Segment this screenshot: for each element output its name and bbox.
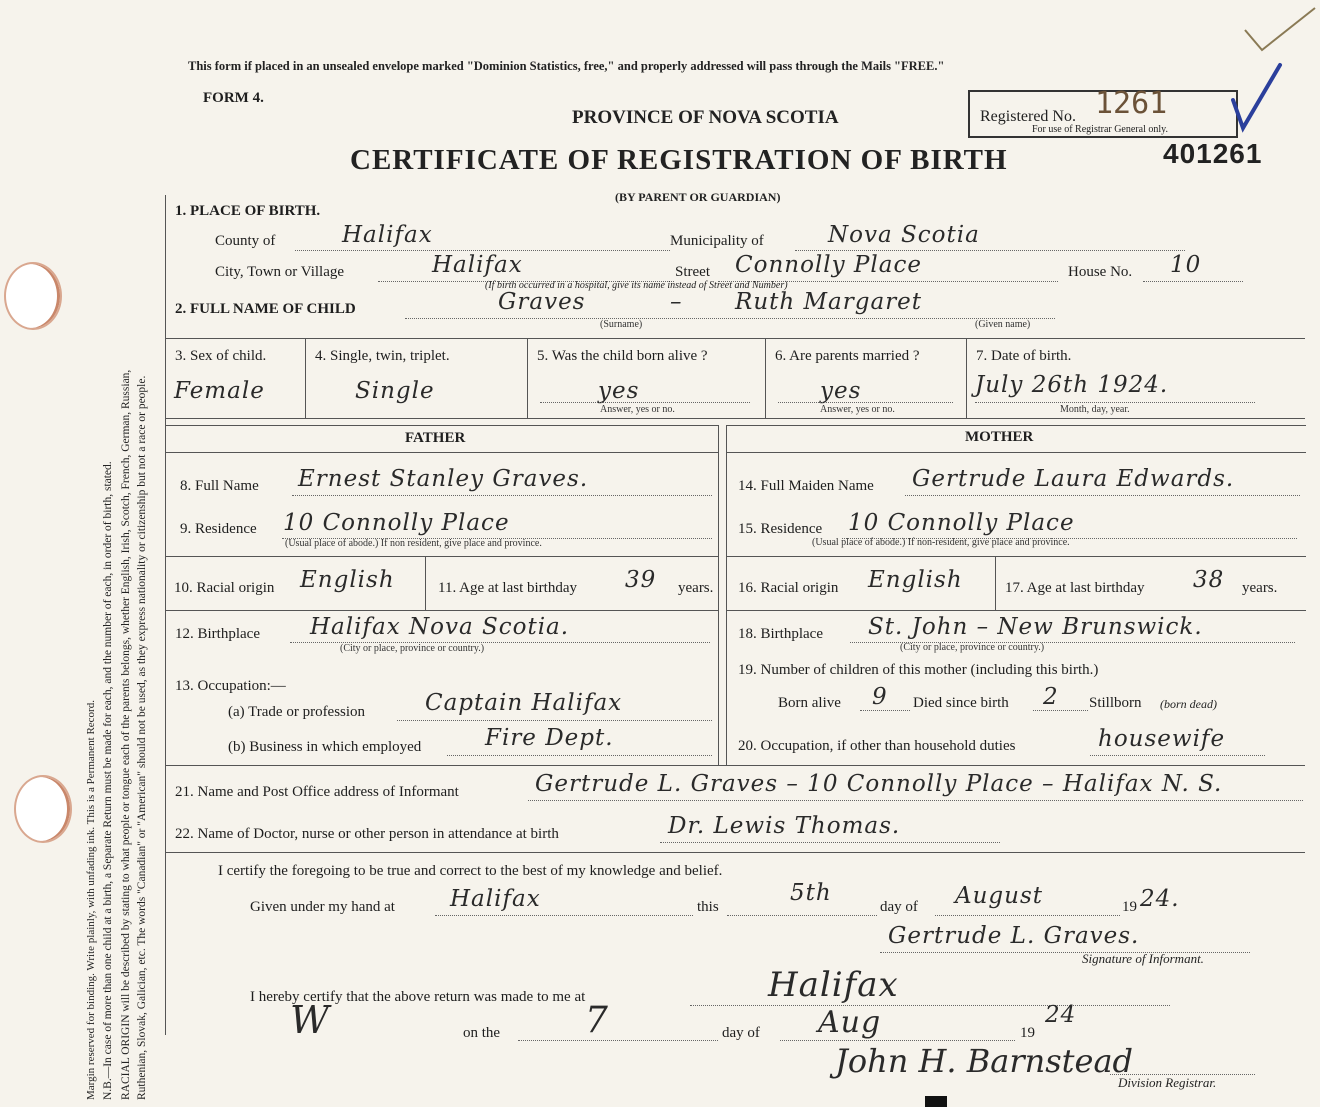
dob-label: 7. Date of birth. [976, 348, 1072, 364]
sex-value: Female [174, 378, 265, 404]
dob-value: July 26th 1924. [975, 372, 1169, 398]
mother-birthplace-label: 18. Birthplace [738, 626, 823, 642]
given-place-value: Halifax [450, 886, 541, 912]
father-years-label: years. [678, 580, 714, 596]
mother-occupation-value: housewife [1098, 726, 1226, 752]
mother-children-label: 19. Number of children of this mother (including this birth.) [738, 662, 1099, 678]
page-corner-mark [925, 1096, 947, 1107]
mother-name-value: Gertrude Laura Edwards. [912, 466, 1235, 492]
margin-note-3: RACIAL ORIGIN will be described by stating to what people or tongue each of the parents belongs, whether English, Irish, Scotch, French, German, Russian, [120, 369, 132, 1100]
registrar-day-of-label: day of [722, 1025, 760, 1041]
given-day-value: 5th [790, 880, 832, 906]
born-alive-label: 5. Was the child born alive ? [537, 348, 708, 364]
dob-note: Month, day, year. [1060, 404, 1130, 415]
pencil-check-icon [1240, 0, 1320, 55]
parents-married-note: Answer, yes or no. [820, 404, 895, 415]
father-birthplace-note: (City or place, province or country.) [340, 643, 485, 654]
street-label: Street [675, 264, 710, 280]
division-registrar-label: Division Registrar. [1118, 1075, 1217, 1090]
child-given-name: Ruth Margaret [735, 289, 923, 315]
father-age-value: 39 [625, 567, 657, 593]
mother-birthplace-note: (City or place, province or country.) [900, 642, 1045, 653]
mail-note: This form if placed in an unsealed envelope marked "Dominion Statistics, free," and properly addressed will pass through the Mails "FREE." [188, 59, 945, 73]
given-year-prefix: 19 [1122, 899, 1137, 915]
born-alive-count-value: 9 [872, 684, 888, 710]
registered-label: Registered No. [980, 108, 1076, 125]
margin-note-4: Ruthenian, Slovak, Galician, etc. The words "Canadian" or "American" should not be used, as they express nationality or citizenship but not a race or people. [136, 375, 148, 1100]
house-value: 10 [1170, 252, 1202, 278]
mother-occupation-label: 20. Occupation, if other than household duties [738, 738, 1016, 754]
father-trade-value: Captain Halifax [425, 690, 623, 716]
certification-statement: I certify the foregoing to be true and correct to the best of my knowledge and belief. [218, 863, 723, 879]
county-label: County of [215, 233, 276, 249]
child-dash: – [670, 289, 683, 315]
mother-age-value: 38 [1193, 567, 1225, 593]
informant-value: Gertrude L. Graves – 10 Connolly Place – Halifax N. S. [535, 771, 1223, 797]
binding-hole-bottom [14, 775, 72, 843]
place-of-birth-label: 1. PLACE OF BIRTH. [175, 203, 321, 219]
father-residence-value: 10 Connolly Place [283, 510, 510, 536]
born-alive-note: Answer, yes or no. [600, 404, 675, 415]
registrar-year-prefix: 19 [1020, 1025, 1035, 1041]
city-value: Halifax [432, 252, 523, 278]
this-label: this [697, 899, 719, 915]
on-the-label: on the [463, 1025, 501, 1041]
given-under-label: Given under my hand at [250, 899, 395, 915]
died-label: Died since birth [913, 695, 1009, 711]
mother-heading: MOTHER [965, 429, 1034, 445]
mother-racial-label: 16. Racial origin [738, 580, 839, 596]
stillborn-note: (born dead) [1160, 697, 1217, 711]
father-business-label: (b) Business in which employed [228, 739, 422, 755]
father-birthplace-value: Halifax Nova Scotia. [310, 614, 570, 640]
registrar-initial-mark: W [290, 998, 331, 1042]
child-surname: Graves [498, 289, 586, 315]
municipality-value: Nova Scotia [828, 222, 980, 248]
parents-married-value: yes [820, 378, 862, 404]
born-alive-count-label: Born alive [778, 695, 841, 711]
margin-note-2: N.B.—In case of more than one child at a birth, a Separate Return must be made for each, and the number of each, in order of birth, stated. [102, 461, 114, 1100]
stillborn-label: Stillborn [1089, 695, 1142, 711]
father-business-value: Fire Dept. [485, 725, 614, 751]
registrar-place-value: Halifax [768, 965, 899, 1005]
parents-married-label: 6. Are parents married ? [775, 348, 920, 364]
father-age-label: 11. Age at last birthday [438, 580, 577, 596]
plurality-value: Single [355, 378, 435, 404]
mother-years-label: years. [1242, 580, 1278, 596]
born-alive-value: yes [598, 378, 640, 404]
father-name-label: 8. Full Name [180, 478, 259, 494]
registered-value: 1261 [1095, 86, 1168, 121]
form-left-border [165, 195, 166, 1035]
binding-hole-top [4, 262, 62, 330]
registrar-day-value: 7 [585, 1000, 609, 1041]
mother-racial-value: English [868, 567, 963, 593]
check-mark-icon [1225, 60, 1285, 135]
child-name-label: 2. FULL NAME OF CHILD [175, 301, 356, 317]
mother-birthplace-value: St. John – New Brunswick. [868, 614, 1203, 640]
informant-label: 21. Name and Post Office address of Informant [175, 784, 459, 800]
mother-residence-value: 10 Connolly Place [848, 510, 1075, 536]
county-value: Halifax [342, 222, 433, 248]
sex-label: 3. Sex of child. [175, 348, 267, 364]
mother-residence-label: 15. Residence [738, 521, 823, 537]
doctor-label: 22. Name of Doctor, nurse or other person in attendance at birth [175, 826, 559, 842]
page-subtitle: (BY PARENT OR GUARDIAN) [615, 190, 781, 204]
mother-residence-note: (Usual place of abode.) If non-resident, give place and province. [812, 537, 1070, 548]
father-racial-label: 10. Racial origin [174, 580, 275, 596]
plurality-label: 4. Single, twin, triplet. [315, 348, 450, 364]
city-label: City, Town or Village [215, 264, 345, 280]
father-birthplace-label: 12. Birthplace [175, 626, 260, 642]
registered-box [968, 86, 1238, 138]
mother-name-label: 14. Full Maiden Name [738, 478, 874, 494]
registrar-note: For use of Registrar General only. [1032, 124, 1168, 135]
stamp-number: 401261 [1163, 138, 1263, 169]
registrar-month-value: Aug [818, 1005, 882, 1040]
father-heading: FATHER [405, 430, 466, 446]
form-number: FORM 4. [203, 90, 264, 106]
day-of-label: day of [880, 899, 918, 915]
mother-age-label: 17. Age at last birthday [1005, 580, 1145, 596]
registrar-year-suffix: 24 [1045, 1002, 1077, 1028]
street-value: Connolly Place [735, 252, 922, 278]
father-occupation-label: 13. Occupation:— [175, 678, 286, 694]
given-year-suffix: 24. [1140, 886, 1180, 912]
doctor-value: Dr. Lewis Thomas. [668, 813, 901, 839]
father-racial-value: English [300, 567, 395, 593]
father-residence-note: (Usual place of abode.) If non resident, give place and province. [285, 538, 542, 549]
informant-signature: Gertrude L. Graves. [888, 923, 1140, 949]
registrar-statement: I hereby certify that the above return was made to me at [250, 989, 586, 1005]
signature-of-informant-label: Signature of Informant. [1082, 951, 1204, 966]
hospital-note: (If birth occurred in a hospital, give its name instead of Street and Number) [485, 280, 788, 291]
died-value: 2 [1043, 684, 1059, 710]
father-name-value: Ernest Stanley Graves. [298, 466, 589, 492]
province-heading: PROVINCE OF NOVA SCOTIA [572, 107, 839, 128]
given-month-value: August [955, 883, 1044, 909]
page-title: CERTIFICATE OF REGISTRATION OF BIRTH [350, 144, 1008, 176]
surname-note: (Surname) [600, 319, 643, 330]
father-trade-label: (a) Trade or profession [228, 704, 366, 720]
house-label: House No. [1068, 264, 1133, 280]
given-name-note: (Given name) [975, 319, 1031, 330]
municipality-label: Municipality of [670, 233, 764, 249]
father-residence-label: 9. Residence [180, 521, 257, 537]
margin-note-1: Margin reserved for binding. Write plainly, with unfading ink. This is a Permanent Record. [85, 700, 97, 1100]
registrar-signature: John H. Barnstead [835, 1042, 1134, 1080]
